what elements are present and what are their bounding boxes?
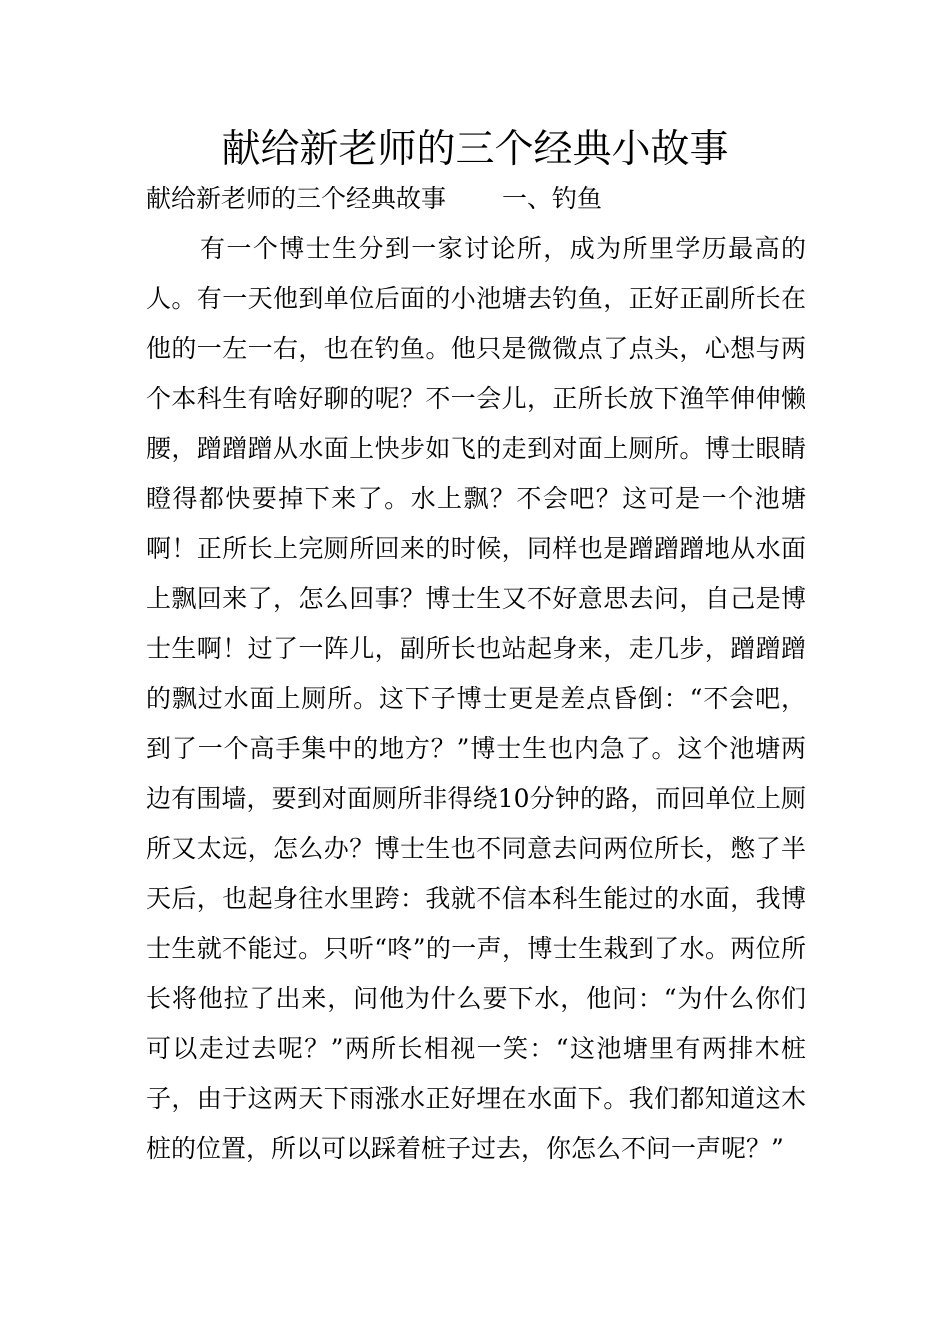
story-paragraph: 有一个博士生分到一家讨论所，成为所里学历最高的人。有一天他到单位后面的小池塘去钓鱼，正好正副所长在他的一左一右，也在钓鱼。他只是微微点了点头，心想与两个本科生有啥好聊的呢？不一会儿，正所长放下渔竿伸伸懒腰，蹭蹭蹭从水面上快步如飞的走到对面上厕所。博士眼睛瞪得都快要掉下来了。水上飘？不会吧？这可是一个池塘啊！正所长上完厕所回来的时候，同样也是蹭蹭蹭地从水面上飘回来了，怎么回事？博士生又不好意思去问，自己是博士生啊！过了一阵儿，副所长也站起身来，走几步，蹭蹭蹭的飘过水面上厕所。这下子博士更是差点昏倒：“不会吧，到了一个高手集中的地方？”博士生也内急了。这个池塘两边有围墙，要到对面厕所非得绕10分钟的路，而回单位上厕所又太远，怎么办？博士生也不同意去问两位所长，憋了半天后，也起身往水里跨：我就不信本科生能过的水面，我博士生就不能过。只听“咚”的一声，博士生栽到了水。两位所长将他拉了出来，问他为什么要下水，他问：“为什么你们可以走过去呢？”两所长相视一笑：“这池塘里有两排木桩子，由于这两天下雨涨水正好埋在水面下。我们都知道这木桩的位置，所以可以踩着桩子过去，你怎么不问一声呢？” xyxy=(146,234,806,1163)
section-heading: 一、钓鱼 xyxy=(502,184,603,213)
subtitle-text: 献给新老师的三个经典故事 xyxy=(146,184,447,213)
document-title: 献给新老师的三个经典小故事 xyxy=(221,127,729,172)
document-subtitle xyxy=(146,180,602,218)
